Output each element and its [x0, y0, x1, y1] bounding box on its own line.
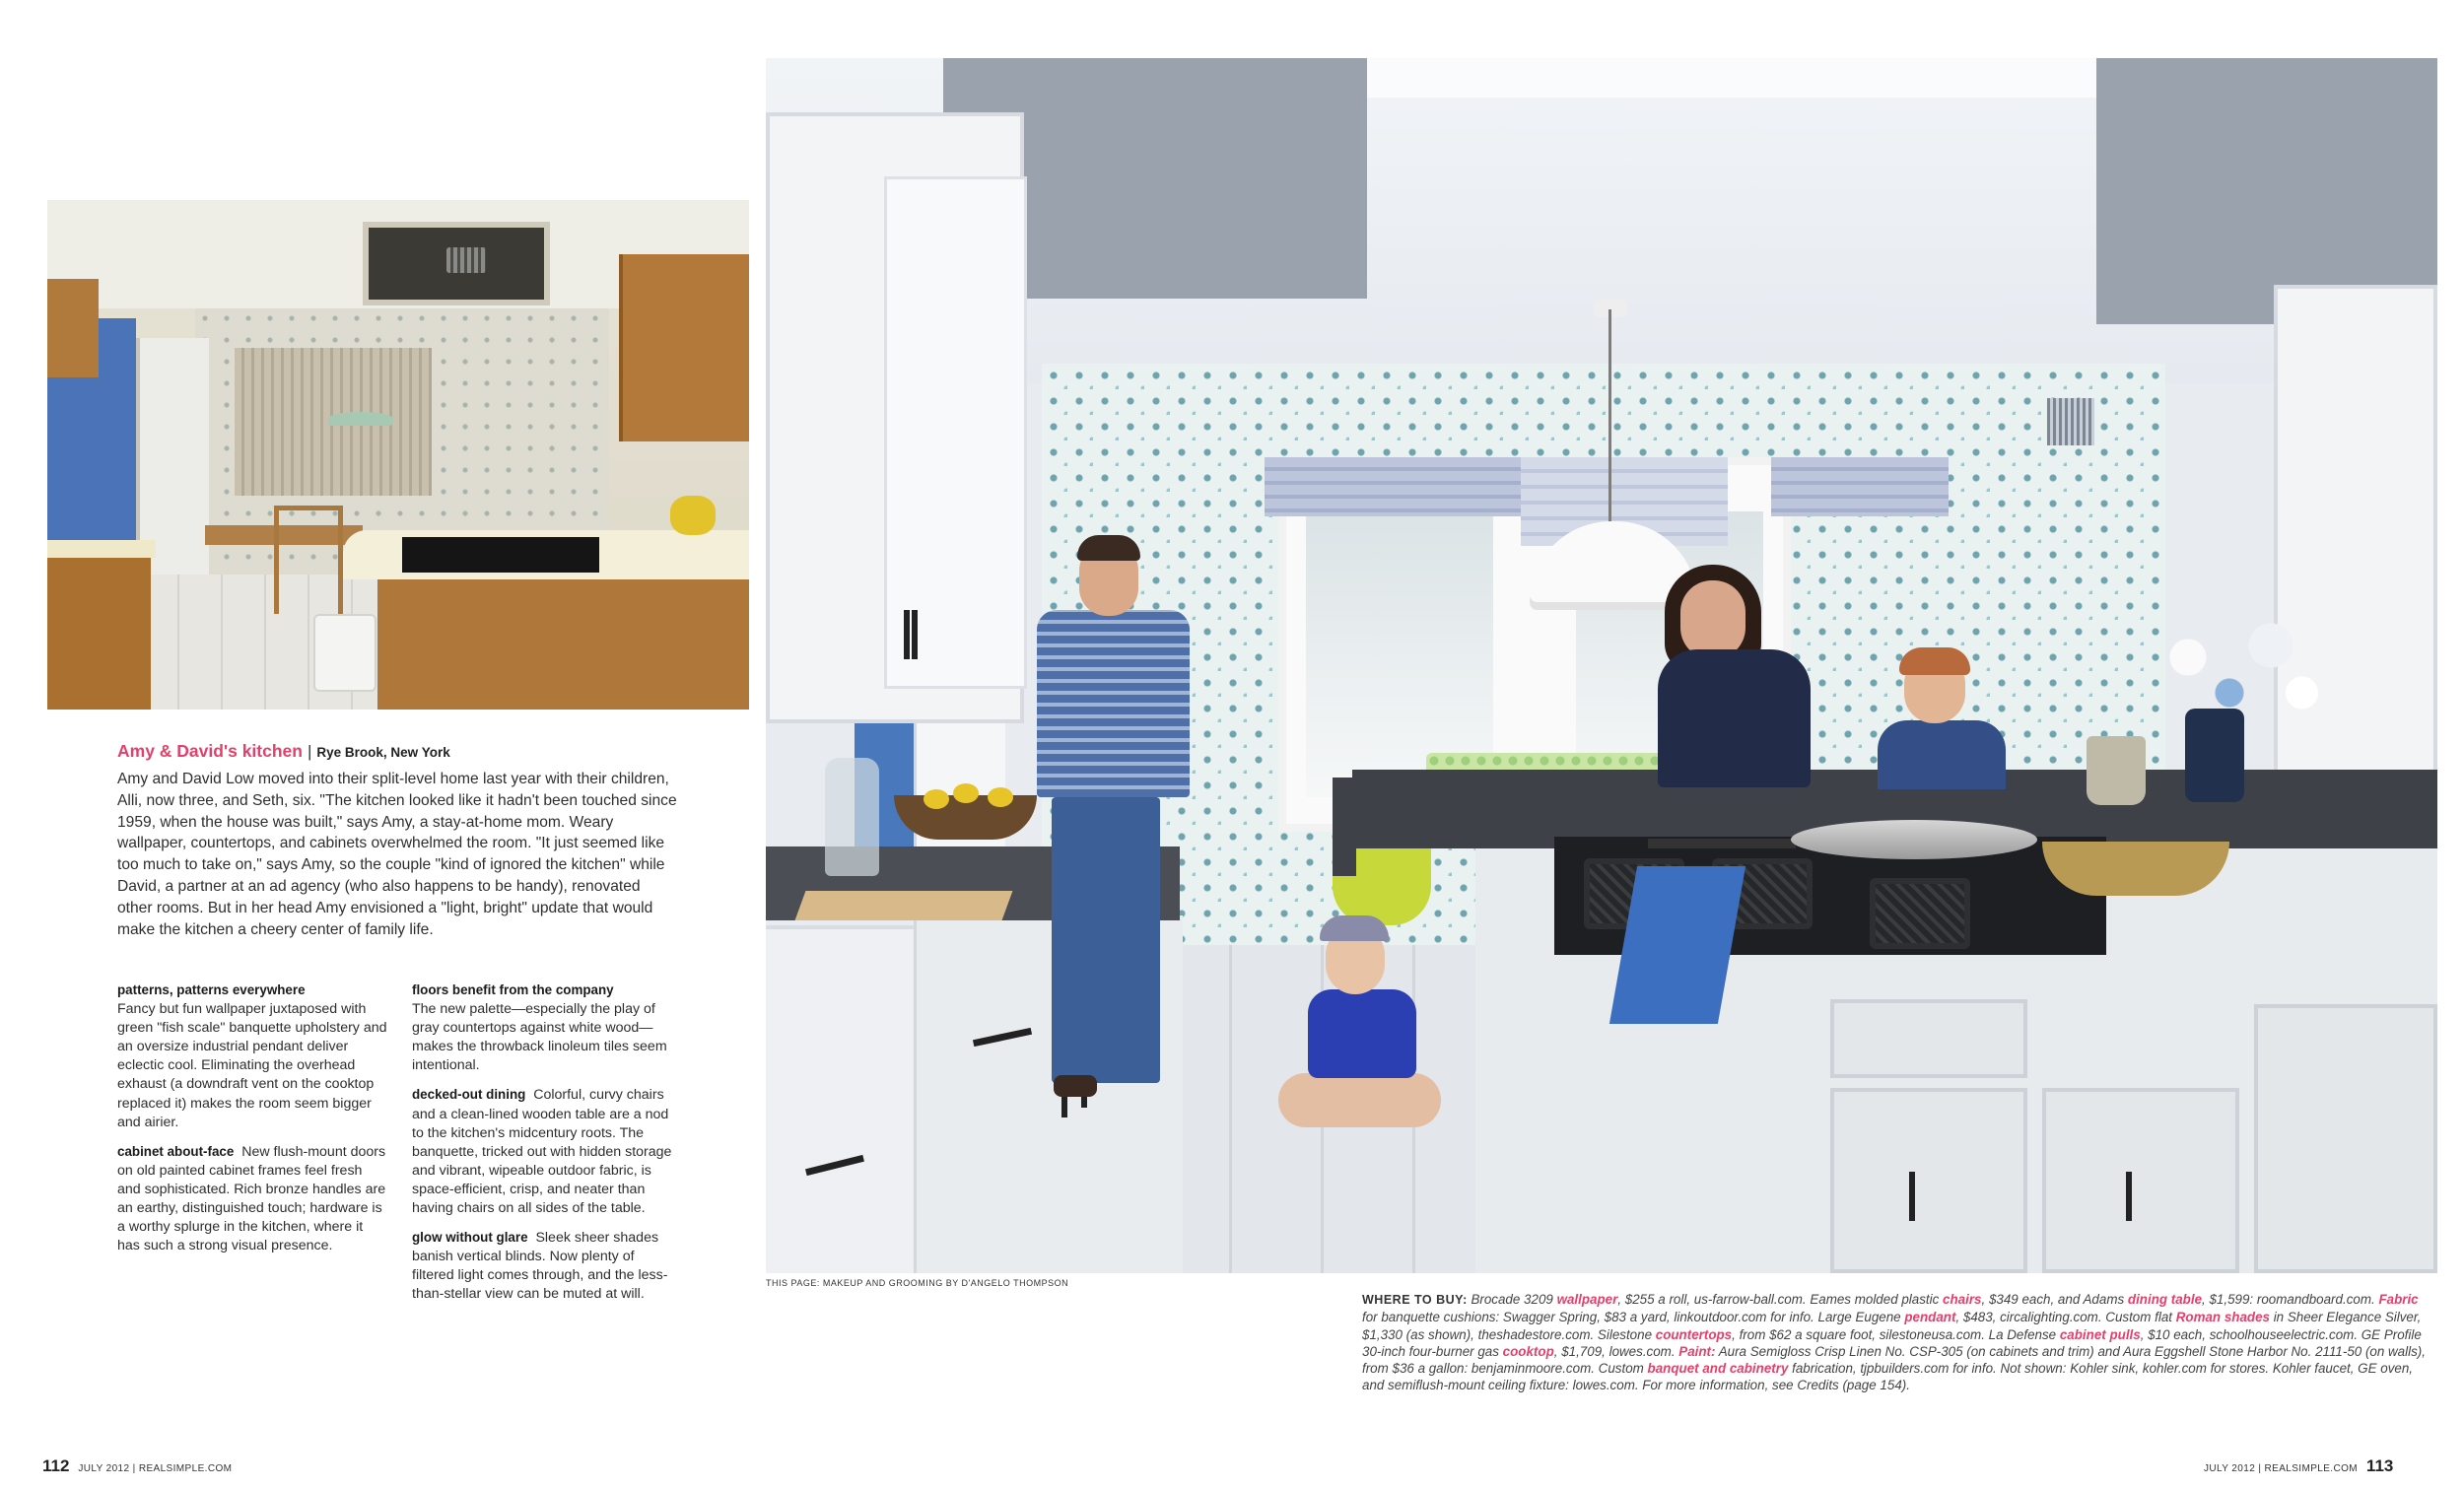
- island-drawer: [1830, 999, 2027, 1078]
- section-heading: glow without glare: [412, 1230, 528, 1246]
- product-highlight: dining table: [2127, 1292, 2203, 1307]
- man-hair: [1077, 535, 1140, 561]
- product-highlight: cooktop: [1502, 1343, 1554, 1359]
- pitcher: [2087, 736, 2146, 805]
- where-to-buy-label: WHERE TO BUY:: [1362, 1293, 1468, 1307]
- where-to-buy: [1362, 1291, 2436, 1394]
- woman-face: [1680, 580, 1745, 659]
- photo-credit: THIS PAGE: MAKEUP AND GROOMING BY D'ANGELO THOMPSON: [766, 1278, 1069, 1288]
- section-heading: decked-out dining: [412, 1087, 526, 1103]
- folio-left: [42, 1456, 232, 1476]
- lemon: [924, 789, 949, 809]
- where-to-buy-text: , $10 each, schoolhouseelectric.com. GE Profile 30-inch four-burner gas: [1362, 1326, 2422, 1359]
- skillet: [1791, 820, 2037, 859]
- before-counter-left: [47, 540, 156, 558]
- where-to-buy-text: , $255 a roll, us-farrow-ball.com. Eames molded plastic: [1617, 1292, 1944, 1307]
- burner: [1870, 878, 1970, 949]
- cabinet-handle: [2126, 1172, 2132, 1221]
- product-highlight: Fabric: [2378, 1292, 2419, 1307]
- page-number-right: 113: [2365, 1456, 2394, 1475]
- caption-title: Amy & David's kitchen: [117, 741, 303, 761]
- island-door: [1830, 1088, 2027, 1273]
- section: [117, 981, 388, 1132]
- where-to-buy-text: for banquette cushions: Swagger Spring, $83 a yard, linkoutdoor.com for info. Large Eugene: [1362, 1310, 1905, 1325]
- where-to-buy-text: , from $62 a square foot, silestoneusa.com. La Defense: [1732, 1326, 2060, 1342]
- woman-sweater: [1658, 649, 1811, 787]
- man-shoe: [1054, 1075, 1097, 1097]
- where-to-buy-text: fabrication, tjpbuilders.com for info. Not shown: Kohler sink, kohler.com for stores. Kohler faucet, GE oven, and semiflush-mount ceiling fixture: lowes.com. For more information, see Credits (page 154).: [1362, 1361, 2414, 1393]
- product-highlight: pendant: [1904, 1310, 1956, 1325]
- product-highlight: wallpaper: [1556, 1292, 1618, 1307]
- cabinet-handle: [904, 610, 910, 659]
- sidebar-column-left: [117, 981, 388, 1265]
- after-photo: [766, 58, 2437, 1273]
- section: [412, 981, 678, 1075]
- sidebar-column-right: [412, 981, 678, 1315]
- where-to-buy-text: , $1,709, lowes.com.: [1553, 1343, 1679, 1359]
- island-counter-edge: [1333, 778, 1356, 876]
- before-vent-grill: [446, 247, 486, 273]
- man-plaid-shirt: [1037, 610, 1190, 797]
- before-pendant-lamp: [328, 412, 393, 426]
- roman-shade-left: [1265, 457, 1523, 516]
- folio-meta-right: JULY 2012 | REALSIMPLE.COM: [2204, 1463, 2359, 1474]
- before-lower-cabinet-left: [47, 558, 151, 710]
- before-trash-bin: [313, 614, 376, 692]
- roman-shade-right: [1771, 457, 1949, 516]
- product-highlight: cabinet pulls: [2059, 1326, 2141, 1342]
- girl-dress: [1308, 989, 1416, 1078]
- wall-vent: [2047, 398, 2094, 445]
- folio-right: [2204, 1456, 2393, 1476]
- section-heading: patterns, patterns everywhere: [117, 982, 306, 997]
- where-to-buy-text: , $349 each, and Adams: [1981, 1292, 2128, 1307]
- where-to-buy-text: , $483, circalighting.com. Custom flat: [1955, 1310, 2176, 1325]
- girl-hat: [1320, 915, 1389, 941]
- island-door: [2042, 1088, 2239, 1273]
- section-body: Sleek sheer shades banish vertical blinds. Now plenty of filtered light comes through, and the less-than-stellar view can be muted at will.: [412, 1230, 668, 1303]
- girl-legs: [1278, 1073, 1441, 1127]
- caption-separator: |: [307, 742, 312, 761]
- before-photo: [47, 200, 749, 710]
- cabinet-handle: [912, 610, 918, 659]
- vase: [2185, 709, 2244, 802]
- wooden-bowl: [2042, 842, 2229, 896]
- section: [117, 1142, 388, 1256]
- lemon: [953, 783, 979, 803]
- intro-paragraph: Amy and David Low moved into their split-level home last year with their children, Alli, now three, and Seth, six. "The kitchen looked like it hadn't been touched since 1959, when the house was built," says Amy, a stay-at-home mom. Weary wallpaper, countertops, and cabinets overwhelmed the room. "It just seemed like too much to take on," says Amy, so the couple "kind of ignored the kitchen" while David, a partner at an ad agency (who also happens to be handy), renovated other rooms. But in her head Amy envisioned a "light, bright" update that would make the kitchen a cheery center of family life.: [117, 771, 677, 938]
- product-highlight: banquet and cabinetry: [1647, 1361, 1789, 1377]
- section-heading: floors benefit from the company: [412, 982, 614, 997]
- before-upper-cabinet-left: [47, 279, 99, 377]
- island-door: [2254, 1004, 2437, 1273]
- where-to-buy-body: [1362, 1292, 2426, 1392]
- before-upper-cabinet-right: [619, 254, 749, 441]
- crown-molding: [1357, 58, 2106, 98]
- boy-hair: [1899, 647, 1970, 675]
- before-chair: [274, 506, 343, 614]
- where-to-buy-text: Brocade 3209: [1467, 1292, 1557, 1307]
- where-to-buy-text: Aura Semigloss Crisp Linen No. CSP-305 (on cabinets and trim) and Aura Eggshell Stone Harbor No. 2111-50 (on walls), from $36 a gallon: benjaminmoore.com. Custom: [1362, 1343, 2426, 1377]
- section: [412, 1228, 678, 1304]
- boy-shirt: [1878, 720, 2006, 789]
- product-highlight: chairs: [1943, 1292, 1982, 1307]
- section-body: New flush-mount doors on old painted cabinet frames feel fresh and sophisticated. Rich bronze handles are an earthy, distinguished touch; hardware is a worthy splurge in the kitchen, where it has such a strong visual presence.: [117, 1143, 386, 1254]
- section-body: Colorful, curvy chairs and a clean-lined wooden table are a nod to the kitchen's midcentury roots. The banquette, tricked out with hidden storage and vibrant, wipeable outdoor fabric, is space-efficient, crisp, and neater than having chairs on all sides of the table.: [412, 1087, 672, 1217]
- product-highlight: Roman shades: [2175, 1310, 2270, 1325]
- before-bananas: [670, 496, 716, 535]
- page-number-left: 112: [42, 1456, 70, 1475]
- cabinet-handle: [1909, 1172, 1915, 1221]
- glass-bottle: [825, 758, 879, 876]
- caption-heading: [117, 741, 450, 762]
- man-jeans: [1052, 797, 1160, 1083]
- where-to-buy-text: in Sheer Elegance Silver, $1,330 (as shown), theshadestore.com. Silestone: [1362, 1310, 2422, 1342]
- where-to-buy-text: , $1,599: roomandboard.com.: [2202, 1292, 2379, 1307]
- product-highlight: countertops: [1655, 1326, 1733, 1342]
- section-heading: cabinet about-face: [117, 1143, 235, 1159]
- product-highlight: Paint:: [1678, 1343, 1716, 1359]
- pan-handle: [1648, 839, 1796, 848]
- caption-location: Rye Brook, New York: [316, 745, 450, 760]
- before-cooktop: [402, 537, 599, 573]
- before-island-cabinets: [377, 579, 749, 710]
- section-body: Fancy but fun wallpaper juxtaposed with green "fish scale" banquette upholstery and an oversize industrial pendant deliver eclectic cool. Eliminating the overhead exhaust (a downdraft vent on the cooktop replaced it) makes the room seem bigger and airier.: [117, 1001, 387, 1130]
- lemon: [988, 787, 1013, 807]
- folio-meta-left: JULY 2012 | REALSIMPLE.COM: [78, 1463, 233, 1474]
- cutting-board: [795, 891, 1013, 920]
- section-body: The new palette—especially the play of gray countertops against white wood—makes the throwback linoleum tiles seem intentional.: [412, 1001, 667, 1074]
- pendant-cord: [1608, 309, 1611, 536]
- section: [412, 1085, 678, 1218]
